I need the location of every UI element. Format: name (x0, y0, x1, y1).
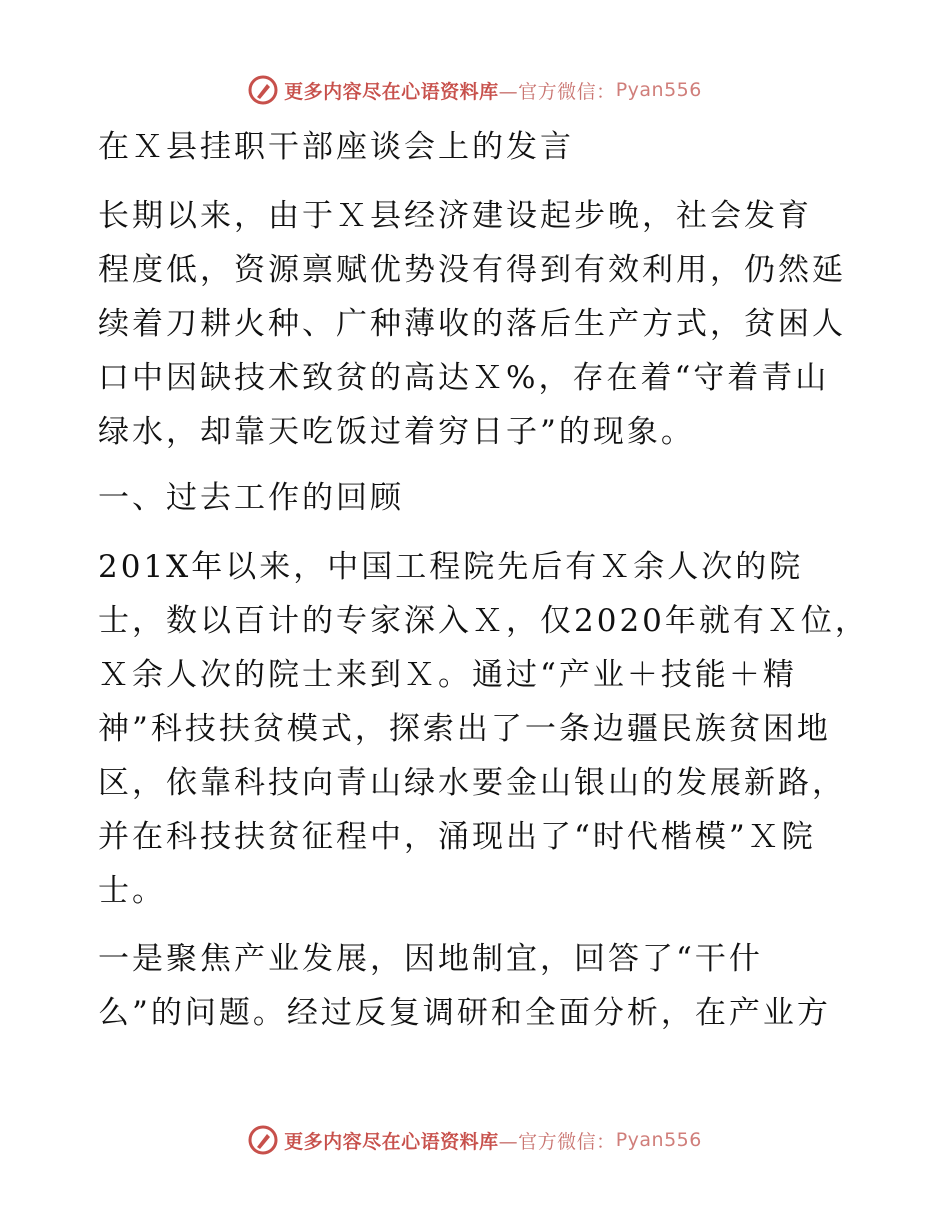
document-title: 在Ｘ县挂职干部座谈会上的发言 (98, 129, 574, 165)
text-line: 长期以来，由于Ｘ县经济建设起步晚，社会发育 (98, 198, 812, 234)
text-line: 201X年以来，中国工程院先后有Ｘ余人次的院 (98, 549, 804, 585)
watermark-main-text: 更多内容尽在心语资料库 (284, 1130, 499, 1153)
header-watermark (0, 70, 950, 110)
watermark-main-text: 更多内容尽在心语资料库 (284, 80, 499, 103)
text-line: 并在科技扶贫征程中，涌现出了“时代楷模”Ｘ院 (98, 819, 816, 855)
text-line: 口中因缺技术致贫的高达Ｘ%，存在着“守着青山 (98, 360, 830, 396)
pen-logo-icon (248, 75, 278, 105)
document-body (98, 122, 869, 1054)
watermark-separator: —官方微信： (498, 1130, 616, 1153)
watermark-wechat-id: Pyan556 (615, 1129, 702, 1151)
text-line: 士，数以百计的专家深入Ｘ，仅2020年就有Ｘ位， (98, 603, 869, 639)
text-line: 士。 (98, 873, 166, 909)
pen-logo-icon (248, 1125, 278, 1155)
text-line: Ｘ余人次的院士来到Ｘ。通过“产业＋技能＋精 (98, 657, 797, 693)
section-heading: 一、过去工作的回顾 (98, 480, 404, 516)
text-line: 绿水，却靠天吃饭过着穷日子”的现象。 (98, 414, 695, 450)
point-paragraph (98, 932, 858, 1040)
text-line: 一是聚焦产业发展，因地制宜，回答了“干什 (98, 941, 763, 977)
text-line: 区，依靠科技向青山绿水要金山银山的发展新路， (98, 765, 846, 801)
text-line: 续着刀耕火种、广种薄收的落后生产方式，贫困人 (98, 306, 846, 342)
watermark-separator: —官方微信： (498, 80, 616, 103)
section-paragraph (98, 540, 869, 918)
intro-paragraph (98, 189, 858, 459)
text-line: 程度低，资源禀赋优势没有得到有效利用，仍然延 (98, 252, 846, 288)
text-line: 神”科技扶贫模式，探索出了一条边疆民族贫困地 (98, 711, 831, 747)
watermark-wechat-id: Pyan556 (615, 79, 702, 101)
footer-watermark (0, 1120, 950, 1160)
text-line: 么”的问题。经过反复调研和全面分析，在产业方 (98, 995, 831, 1031)
